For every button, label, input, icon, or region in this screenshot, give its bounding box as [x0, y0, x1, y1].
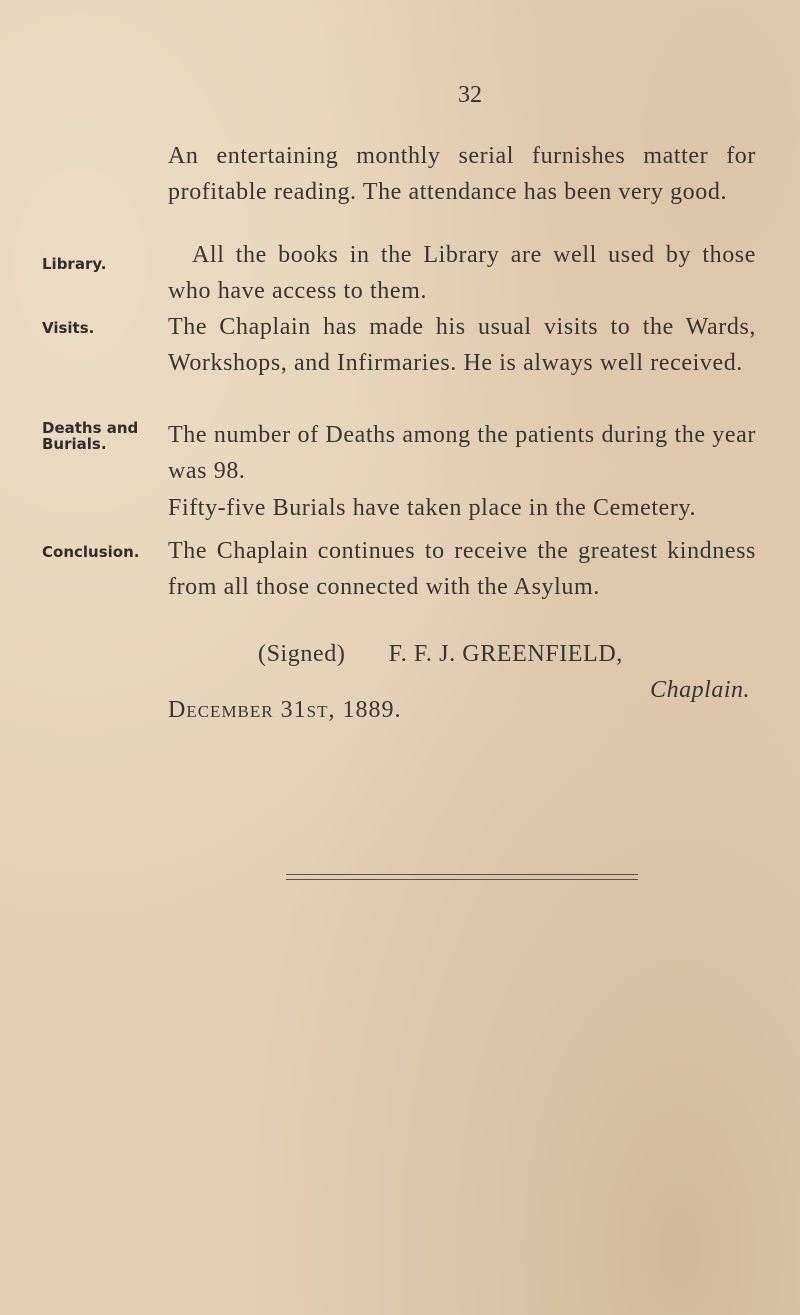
paragraph-visits: The Chaplain has made his usual visits to the Wards, Workshops, and Infirmaries. He is always well received.: [168, 314, 756, 376]
side-note-deaths-and-burials: [42, 420, 152, 452]
paragraph-conclusion: The Chaplain continues to receive the greatest kindness from all those connected with the Asylum.: [168, 538, 756, 600]
side-note-deaths-line1: Deaths and: [42, 419, 139, 437]
date-text: December 31st, 1889.: [168, 697, 402, 723]
signatory-name: F. F. J. GREENFIELD,: [388, 641, 623, 667]
paragraph-library: All the books in the Library are well used by those who have access to them.: [168, 242, 756, 304]
date-line: [168, 692, 401, 728]
side-note-visits: Visits.: [42, 319, 95, 337]
paragraph-burials: Fifty-five Burials have taken place in the Cemetery.: [168, 495, 697, 521]
signature-line: [258, 636, 758, 672]
double-rule-divider: [286, 874, 638, 880]
paragraph-serial: An entertaining monthly serial furnishes matter for profitable reading. The attendance has been very good.: [168, 143, 756, 205]
side-note-conclusion: Conclusion.: [42, 543, 140, 561]
signed-label: (Signed): [258, 641, 346, 667]
side-note-deaths-line2: Burials.: [42, 435, 107, 453]
paragraph-deaths: The number of Deaths among the patients during the year was 98.: [168, 422, 756, 484]
page-number: 32: [458, 82, 482, 108]
signatory-title: Chaplain.: [650, 677, 750, 703]
side-note-library: Library.: [42, 255, 107, 273]
